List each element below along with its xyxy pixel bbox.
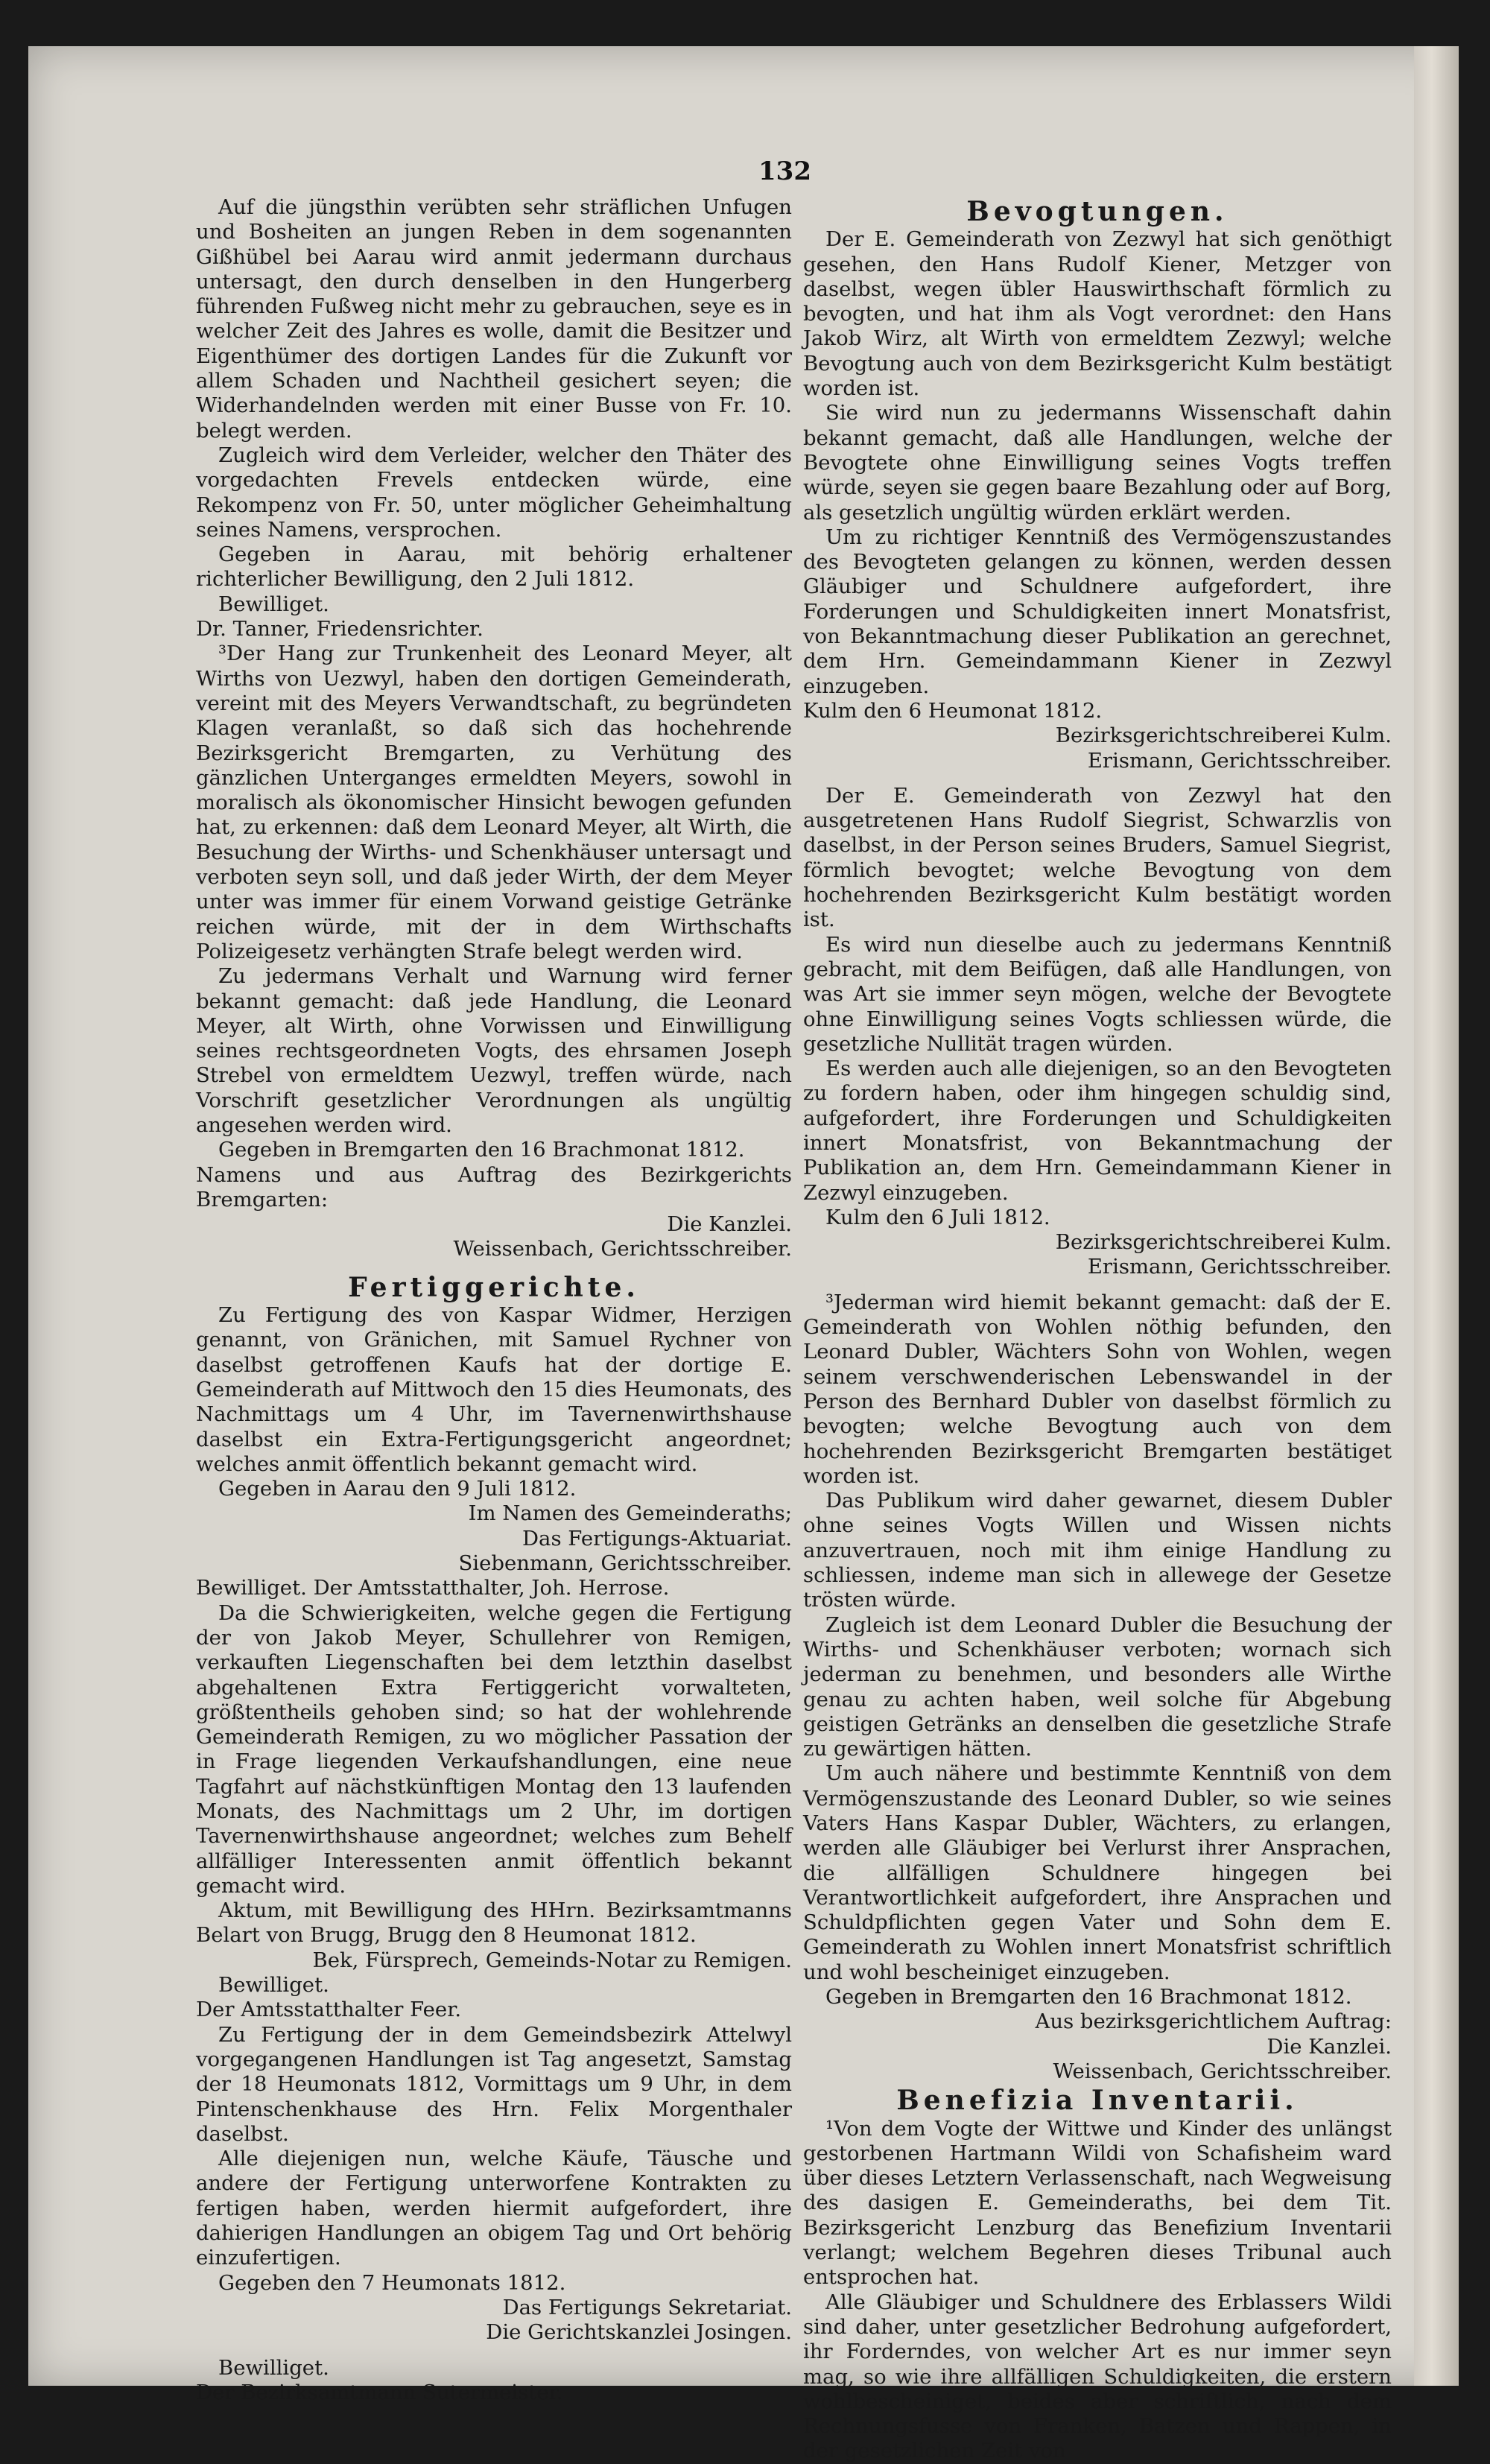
right-paragraph: Zugleich ist dem Leonard Dubler die Besuchung der Wirths- und Schenkhäuser verboten; wornach sich jederman zu benehmen, und besonders alle Wirthe genau zu achten haben, weil solche für Abgebung geistigen Getränks an denselben die gesetzliche Strafe zu gewärtigen hätten.	[803, 1612, 1392, 1761]
right-paragraph: Weissenbach, Gerichtsschreiber.	[1053, 2059, 1392, 2083]
left-paragraph: Im Namen des Gemeinderaths;	[468, 1501, 792, 1526]
left-paragraph: Bewilliget.	[218, 1973, 329, 1998]
right-paragraph: Um zu richtiger Kenntniß des Vermögenszustandes des Bevogteten gelangen zu können, werden dessen Gläubiger und Schuldnere aufgefordert, ihre Forderungen und Schuldigkeiten innert Monatsfrist, von Bekanntmachung dieser Publikation an gerechnet, dem Hrn. Gemeindammann Kiener in Zezwyl einzugeben.	[803, 525, 1392, 698]
right-paragraph: Um auch nähere und bestimmte Kenntniß von dem Vermögenszustande des Leonard Dubler, so wie seines Vaters Hans Kaspar Dubler, Wächters, zu erlangen, werden alle Gläubiger bei Verlurst ihrer Ansprachen, die allfälligen Schuldnere hingegen bei Verantwortlichkeit aufgefordert, ihre Ansprachen und Schuldpflichten gegen Vater und Sohn dem E. Gemeinderath zu Wohlen innert Monatsfrist schriftlich und wohl bescheiniget einzugeben.	[803, 1761, 1392, 1984]
right-paragraph: Das Publikum wird daher gewarnet, diesem Dubler ohne seines Vogts Willen und Wissen nichts anzuvertrauen, noch mit ihm einige Handlung zu schliessen, indeme man sich in allewege der Gesetze trösten würde.	[803, 1489, 1392, 1612]
newspaper-page	[28, 46, 1459, 2463]
left-paragraph: Aktum, mit Bewilligung des HHrn. Bezirksamtmanns Belart von Brugg, Brugg den 8 Heumonat 1812.	[196, 1898, 792, 1948]
right-paragraph: Aus bezirksgerichtlichem Auftrag:	[1035, 2009, 1392, 2034]
left-paragraph: Zugleich wird dem Verleider, welcher den Thäter des vorgedachten Frevels entdecken würde, eine Rekompenz von Fr. 50, unter möglicher Geheimhaltung seines Namens, versprochen.	[196, 443, 792, 542]
right-paragraph: Es werden auch alle diejenigen, so an den Bevogteten zu fordern haben, oder ihm hingegen schuldig sind, aufgefordert, ihre Forderungen und Schuldigkeiten innert Monatsfrist, von Bekanntmachung der Publikation an, dem Hrn. Gemeindammann Kiener in Zezwyl einzugeben.	[803, 1057, 1392, 1205]
left-paragraph: Zu Fertigung der in dem Gemeindsbezirk Attelwyl vorgegangenen Handlungen ist Tag angesetzt, Samstag der 18 Heumonats 1812, Vormittags um 9 Uhr, in dem Pintenschenkhause des Hrn. Felix Morgenthaler daselbst.	[196, 2022, 792, 2146]
right-paragraph	[803, 1280, 1392, 1290]
right-paragraph: Der E. Gemeinderath von Zezwyl hat den ausgetretenen Hans Rudolf Siegrist, Schwarzlis von daselbst, in der Person seines Bruders, Samuel Siegrist, förmlich bevogtet; welche Bevogtung von dem hochehrenden Bezirksgericht Kulm bestätigt worden ist.	[803, 783, 1392, 932]
right-paragraph: ³Jederman wird hiemit bekannt gemacht: daß der E. Gemeinderath von Wohlen nöthig befunden, den Leonard Dubler, Wächters Sohn von Wohlen, wegen seinem verschwenderischen Lebenswandel in der Person des Bernhard Dubler von daselbst förmlich zu bevogten; welche Bevogtung auch von dem hochehrenden Bezirksgericht Bremgarten bestätiget worden ist.	[803, 1290, 1392, 1488]
right-column	[803, 195, 1392, 2464]
right-paragraph: Bezirksgerichtschreiberei Kulm.	[1055, 723, 1392, 748]
left-paragraph	[196, 2346, 792, 2356]
left-paragraph: Der Amtsstatthalter Feer.	[196, 1998, 462, 2022]
page-spine-shadow	[1414, 46, 1459, 2386]
right-paragraph	[803, 773, 1392, 784]
left-paragraph: Gegeben den 7 Heumonats 1812.	[218, 2270, 566, 2295]
left-paragraph: Bewilliget. Der Amtsstatthalter, Joh. Herrose.	[196, 1576, 670, 1600]
left-paragraph: Die Gerichtskanzlei Josingen.	[486, 2320, 792, 2345]
left-paragraph: Siebenmann, Gerichtsschreiber.	[458, 1551, 792, 1576]
left-paragraph: Dr. Tanner, Friedensrichter.	[196, 617, 484, 642]
left-paragraph: Zu Fertigung des von Kaspar Widmer, Herzigen genannt, von Gränichen, mit Samuel Rychner von daselbst getroffenen Kaufs hat der dortige E. Gemeinderath auf Mittwoch den 15 dies Heumonats, des Nachmittags um 4 Uhr, im Tavernenwirthshause daselbst ein Extra-Fertigungsgericht angeordnet; welches anmit öffentlich bekannt gemacht wird.	[196, 1303, 792, 1476]
page-number: 132	[758, 156, 811, 186]
right-paragraph: Gegeben in Bremgarten den 16 Brachmonat 1812.	[825, 1985, 1352, 2009]
right-paragraph: Erismann, Gerichtsschreiber.	[1087, 748, 1392, 773]
left-paragraph: Auf die jüngsthin verübten sehr sträflichen Unfugen und Bosheiten an jungen Reben in dem sogenannten Gißhübel bei Aarau wird anmit jedermann durchaus untersagt, den durch denselben in den Hungerberg führenden Fußweg nicht mehr zu gebrauchen, seye es in welcher Zeit des Jahres es wolle, damit die Besitzer und Eigenthümer des dortigen Landes für die Zukunft vor allem Schaden und Nachtheil gesichert seyen; die Widerhandelnden werden mit einer Busse von Fr. 10. belegt werden.	[196, 195, 792, 443]
left-paragraph: Bewilliget.	[218, 2355, 329, 2380]
right-paragraph: Sie wird nun zu jedermanns Wissenschaft dahin bekannt gemacht, daß alle Handlungen, welche der Bevogtete ohne Einwilligung seines Vogts treffen würde, seyen sie gegen baare Bezahlung oder auf Borg, als gesetzlich ungültig würden erklärt werden.	[803, 401, 1392, 525]
right-paragraph: Es wird nun dieselbe auch zu jedermans Kenntniß gebracht, mit dem Beifügen, daß alle Handlungen, von was Art sie immer seyn mögen, welche der Bevogtete ohne Einwilligung seines Vogts schliessen würde, die gesetzliche Nullität tragen würden.	[803, 932, 1392, 1056]
right-section-heading: Bevogtungen.	[966, 196, 1229, 227]
left-paragraph: Gegeben in Aarau den 9 Juli 1812.	[218, 1477, 577, 1501]
left-paragraph: Weissenbach, Gerichtsschreiber.	[453, 1237, 792, 1261]
left-paragraph: Die Kanzlei.	[667, 1212, 792, 1237]
left-section-heading: Fertiggerichte.	[348, 1271, 640, 1303]
right-paragraph: Kulm den 6 Juli 1812.	[825, 1205, 1050, 1229]
left-paragraph: Bek, Fürsprech, Gemeinds-Notar zu Remigen.	[312, 1948, 792, 1972]
left-paragraph: Der Bezirksamtmann Sutermeister.	[196, 2380, 563, 2404]
left-paragraph: Bewilliget.	[218, 592, 329, 616]
left-paragraph: Gegeben in Bremgarten den 16 Brachmonat 1812.	[218, 1138, 745, 1162]
left-paragraph: Da die Schwierigkeiten, welche gegen die Fertigung der von Jakob Meyer, Schullehrer von Remigen, verkauften Liegenschaften bei dem letzthin daselbst abgehaltenen Extra Fertiggericht vorwalteten, größtentheils gehoben sind; so hat der wohlehrende Gemeinderath Remigen, zu wo möglicher Passation der in Frage liegenden Verkaufshandlungen, eine neue Tagfahrt auf nächstkünftigen Montag den 13 laufenden Monats, des Nachmittags um 2 Uhr, im dortigen Tavernenwirthshause angeordnet; welches zum Behelf allfälliger Interessenten anmit öffentlich bekannt gemacht wird.	[196, 1600, 792, 1898]
right-paragraph: Kulm den 6 Heumonat 1812.	[803, 698, 1103, 723]
left-paragraph: Namens und aus Auftrag des Bezirkgerichts Bremgarten:	[196, 1162, 792, 1212]
right-paragraph: Bezirksgerichtschreiberei Kulm.	[1055, 1230, 1392, 1255]
left-paragraph: ³Der Hang zur Trunkenheit des Leonard Meyer, alt Wirths von Uezwyl, haben den dortigen Gemeinderath, vereint mit des Meyers Verwandtschaft, zu begründeten Klagen veranlaßt, so daß sich das hochehrende Bezirksgericht Bremgarten, zu Verhütung des gänzlichen Unterganges ermeldten Meyers, sowohl in moralisch als ökonomischer Hinsicht bewogen gefunden hat, zu erkennen: daß dem Leonard Meyer, alt Wirth, die Besuchung der Wirths- und Schenkhäuser untersagt und verboten seyn soll, und daß jeder Wirth, der dem Meyer unter was immer für einem Vorwand geistige Getränke reichen würde, mit der in dem Wirthschafts Polizeigesetz verhängten Strafe belegt werden wird.	[196, 642, 792, 963]
left-paragraph: Gegeben in Aarau, mit behörig erhaltener richterlicher Bewilligung, den 2 Juli 1812.	[196, 542, 792, 592]
right-paragraph: Alle Gläubiger und Schuldnere des Erblassers Wildi sind daher, unter gesetzlicher Bedrohung aufgefordert, ihr Forderndes, von welcher Art es nur immer seyn mag, so wie ihre allfälligen Schuldigkeiten, die erstern wohlbescheiniget, beides aber schriftlich, nach dem Rechnungsfusse von Franken, Batzen und Rappen, in der gesetzlichen Zeit von	[803, 2290, 1392, 2463]
right-paragraph: Der E. Gemeinderath von Zezwyl hat sich genöthigt gesehen, den Hans Rudolf Kiener, Metzger von daselbst, wegen übler Hauswirthschaft förmlich zu bevogten, und hat ihm als Vogt verordnet: den Hans Jakob Wirz, alt Wirth von ermeldtem Zezwyl; welche Bevogtung auch von dem Bezirksgericht Kulm bestätigt worden ist.	[803, 227, 1392, 401]
right-paragraph: ¹Von dem Vogte der Wittwe und Kinder des unlängst gestorbenen Hartmann Wildi von Schafisheim ward über dieses Letztern Verlassenschaft, nach Wegweisung des dasigen E. Gemeinderaths, bei dem Tit. Bezirksgericht Lenzburg das Benefizium Inventarii verlangt; welchem Begehren dieses Tribunal auch entsprochen hat.	[803, 2116, 1392, 2290]
left-column	[196, 195, 792, 2405]
left-paragraph: Das Fertigungs Sekretariat.	[502, 2295, 792, 2319]
right-paragraph: Die Kanzlei.	[1266, 2034, 1392, 2059]
right-section-heading: Benefizia Inventarii.	[896, 2085, 1299, 2117]
left-paragraph: Zu jedermans Verhalt und Warnung wird ferner bekannt gemacht: daß jede Handlung, die Leonard Meyer, alt Wirth, ohne Vorwissen und Einwilligung seines rechtsgeordneten Vogts, des ehrsamen Joseph Strebel von ermeldtem Uezwyl, treffen würde, nach Vorschrift gesetzlicher Verordnungen als ungültig angesehen werden wird.	[196, 964, 792, 1137]
left-paragraph: Das Fertigungs-Aktuariat.	[522, 1526, 792, 1551]
left-paragraph: Alle diejenigen nun, welche Käufe, Täusche und andere der Fertigung unterworfene Kontrakten zu fertigen haben, werden hiermit aufgefordert, ihre dahierigen Handlungen an obigem Tag und Ort behörig einzufertigen.	[196, 2147, 792, 2270]
right-paragraph: Erismann, Gerichtsschreiber.	[1087, 1255, 1392, 1279]
